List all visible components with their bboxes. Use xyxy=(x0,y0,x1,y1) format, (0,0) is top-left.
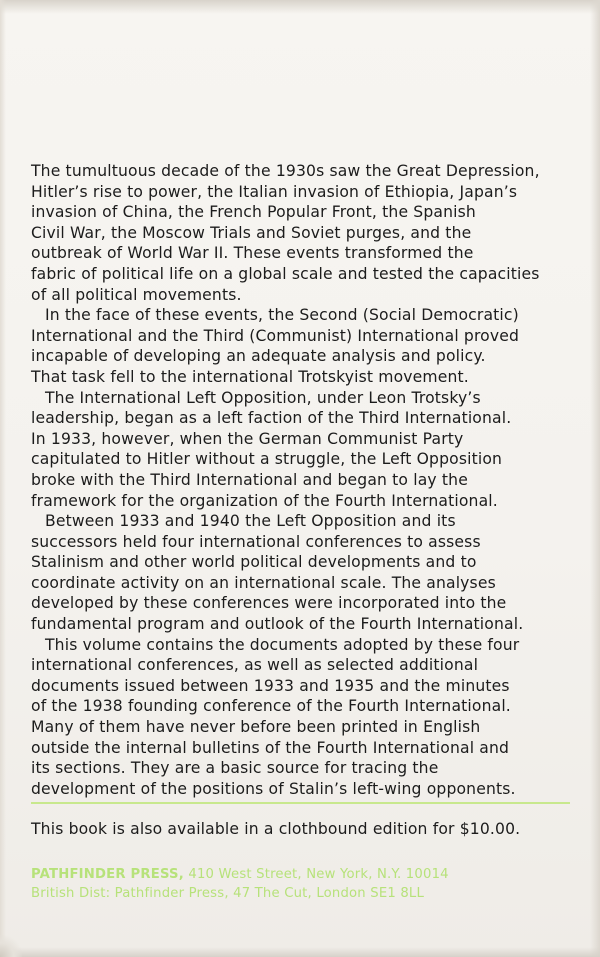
blurb-line: broke with the Third International and began to lay the xyxy=(31,470,468,489)
blurb-paragraph-5 xyxy=(31,635,571,800)
blurb-line: of all political movements. xyxy=(31,285,242,304)
blurb-line: Stalinism and other world political developments and to xyxy=(31,553,477,572)
blurb-line: coordinate activity on an international scale. The analyses xyxy=(31,573,496,592)
blurb-line: fundamental program and outlook of the Fourth International. xyxy=(31,615,524,634)
publisher-imprint xyxy=(31,865,571,903)
blurb-line: outbreak of World War II. These events transformed the xyxy=(31,244,474,263)
blurb-line: its sections. They are a basic source for tracing the xyxy=(31,759,439,778)
blurb-line: Civil War, the Moscow Trials and Soviet purges, and the xyxy=(31,223,472,242)
paper-edge-left xyxy=(0,0,6,957)
blurb-paragraph-1 xyxy=(31,161,571,305)
clothbound-price-note: This book is also available in a clothbound edition for $10.00. xyxy=(31,820,521,838)
blurb-line: Between 1933 and 1940 the Left Opposition and its xyxy=(45,512,456,531)
blurb-paragraph-4 xyxy=(31,511,571,635)
corner-wear xyxy=(0,935,22,957)
blurb-line: Hitler’s rise to power, the Italian invasion of Ethiopia, Japan’s xyxy=(31,182,518,201)
blurb-line: of the 1938 founding conference of the Fourth International. xyxy=(31,697,511,716)
blurb-line: In 1933, however, when the German Communist Party xyxy=(31,429,464,448)
publisher-british-distributor: British Dist: Pathfinder Press, 47 The Cut, London SE1 8LL xyxy=(31,886,425,901)
blurb-line: invasion of China, the French Popular Front, the Spanish xyxy=(31,203,476,222)
publisher-us-line xyxy=(31,865,571,884)
blurb-line: That task fell to the international Trotskyist movement. xyxy=(31,367,469,386)
blurb-line: International and the Third (Communist) International proved xyxy=(31,326,520,345)
publisher-name: PATHFINDER PRESS, xyxy=(31,867,184,882)
blurb-line: leadership, began as a left faction of the Third International. xyxy=(31,409,512,428)
blurb-line: framework for the organization of the Fourth International. xyxy=(31,491,498,510)
blurb-line: incapable of developing an adequate analysis and policy. xyxy=(31,347,486,366)
paper-edge-bottom xyxy=(0,947,600,957)
blurb-line: This volume contains the documents adopted by these four xyxy=(45,635,520,654)
blurb-line: successors held four international conferences to assess xyxy=(31,532,481,551)
blurb-paragraph-3 xyxy=(31,388,571,512)
blurb-line: capitulated to Hitler without a struggle, the Left Opposition xyxy=(31,450,503,469)
blurb-line: The International Left Opposition, under Leon Trotsky’s xyxy=(45,388,481,407)
blurb-line: In the face of these events, the Second (Social Democratic) xyxy=(45,306,519,325)
blurb-line: developed by these conferences were incorporated into the xyxy=(31,594,507,613)
blurb-paragraph-2 xyxy=(31,305,571,387)
publisher-address: 410 West Street, New York, N.Y. 10014 xyxy=(188,867,449,882)
blurb-line: fabric of political life on a global scale and tested the capacities xyxy=(31,264,540,283)
blurb-line: outside the internal bulletins of the Fourth International and xyxy=(31,738,510,757)
blurb-line: documents issued between 1933 and 1935 and the minutes xyxy=(31,676,510,695)
blurb-text xyxy=(31,161,571,799)
blurb-line: international conferences, as well as selected additional xyxy=(31,656,479,675)
blurb-line: The tumultuous decade of the 1930s saw the Great Depression, xyxy=(31,162,540,180)
green-divider-rule xyxy=(31,802,570,804)
paper-edge-right xyxy=(590,0,600,957)
paper-edge-top xyxy=(0,0,600,14)
blurb-line: Many of them have never before been printed in English xyxy=(31,718,481,737)
blurb-line: development of the positions of Stalin’s left-wing opponents. xyxy=(31,779,516,798)
